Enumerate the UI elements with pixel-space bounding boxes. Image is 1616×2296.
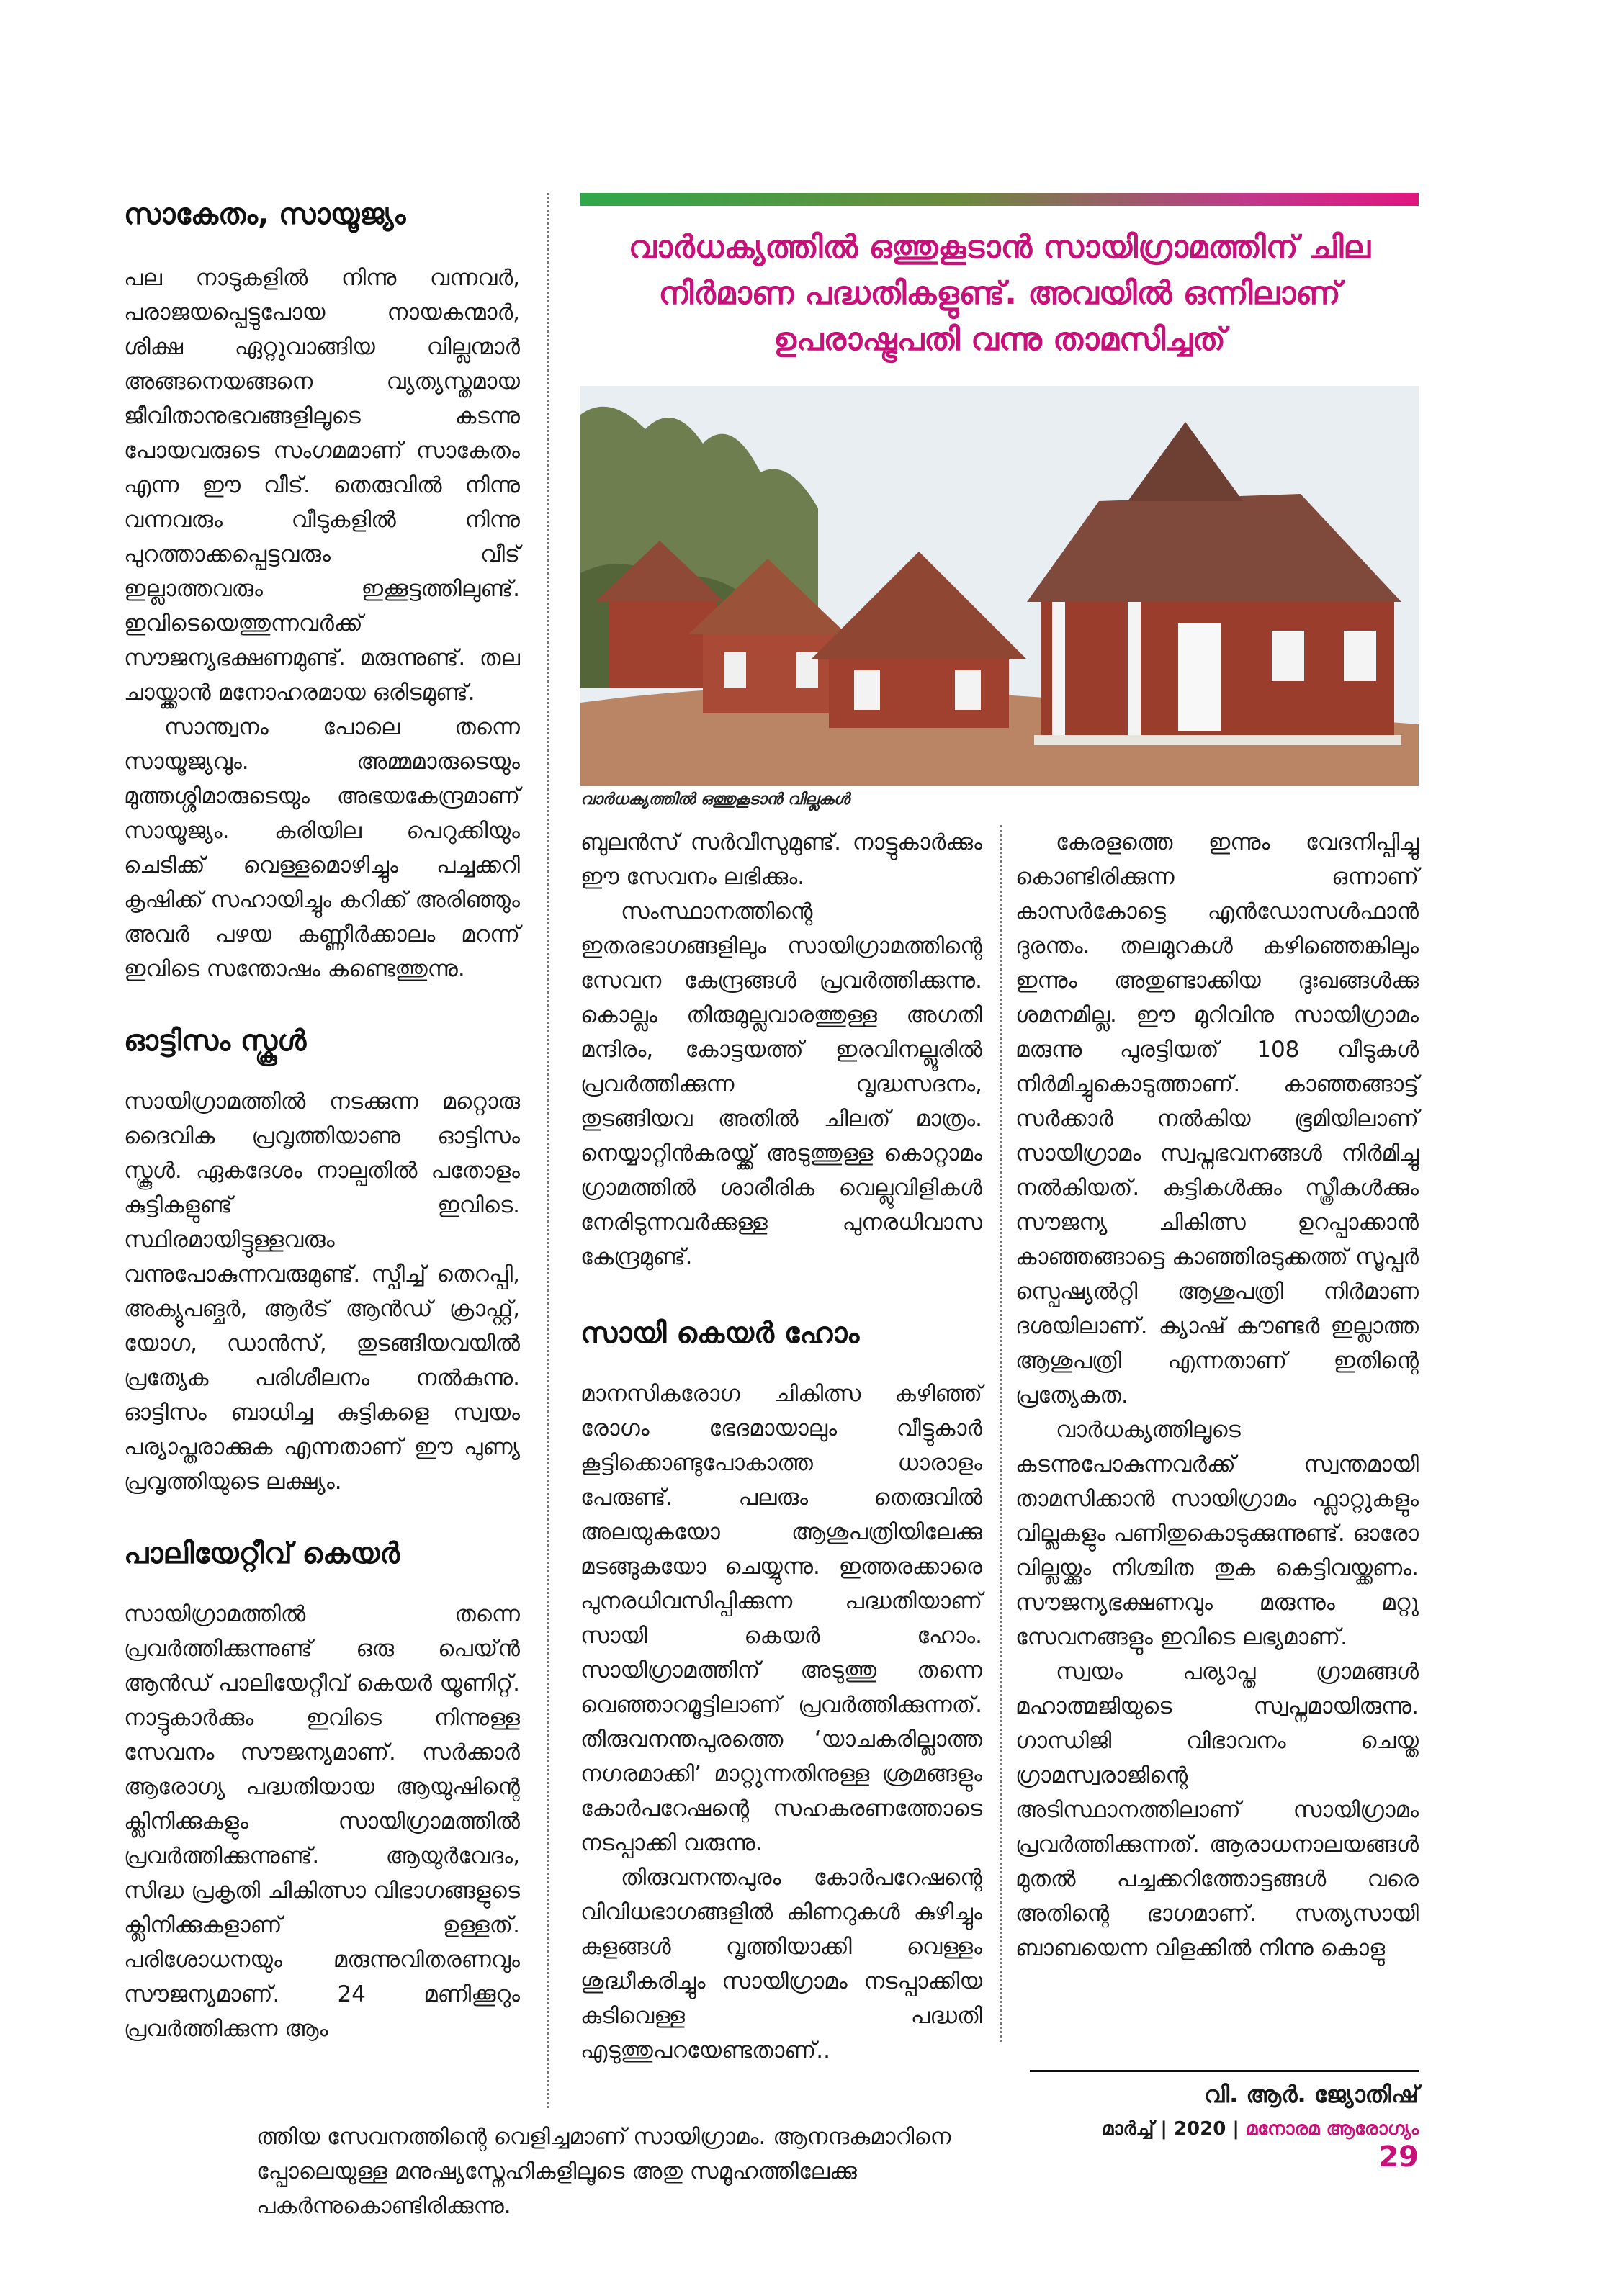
pull-quote-headline [580, 206, 1419, 386]
right-column [1015, 825, 1419, 1966]
headline-line: നിർമാണ പദ്ധതികളുണ്ട്. അവയിൽ ഒന്നിലാണ് [658, 275, 1341, 312]
paragraph: പല നാടുകളിൽ നിന്നു വന്നവർ, പരാജയപ്പെട്ടുപോയ നായകന്മാർ, ശിക്ഷ ഏറ്റുവാങ്ങിയ വില്ലന്മാർ അങ്ങനെയങ്ങനെ വ്യത്യസ്തമായ ജീവിതാനുഭവങ്ങളിലൂടെ കടന്നു പോയവരുടെ സംഗമമാണ് സാകേതം എന്ന ഈ വീട്. തെരുവിൽ നിന്നു വന്നവരും വീടുകളിൽ നിന്നു പുറത്താക്കപ്പെട്ടവരും വീട് ഇല്ലാത്തവരും ഇക്കൂട്ടത്തിലുണ്ട്. ഇവിടെയെത്തുന്നവർക്ക് സൗജന്യഭക്ഷണമുണ്ട്. മരുന്നുണ്ട്. തല ചായ്ക്കാൻ മനോഹരമായ ഒരിടമുണ്ട്. [124, 265, 520, 706]
paragraph: മാനസികരോഗ ചികിത്സ കഴിഞ്ഞ് രോഗം ഭേദമായാലും വീട്ടുകാർ കൂട്ടിക്കൊണ്ടുപോകാത്ത ധാരാളം പേരുണ്ട്. പലരും തെരുവിൽ അലയുകയോ ആശുപത്രിയിലേക്കു മടങ്ങുകയോ ചെയ്യുന്നു. ഇത്തരക്കാരെ പുനരധിവസിപ്പിക്കുന്ന പദ്ധതിയാണ് സായി കെയർ ഹോം. സായിഗ്രാമത്തിന് അടുത്തു തന്നെ വെഞ്ഞാറമൂട്ടിലാണ് പ്രവർത്തിക്കുന്നത്. തിരുവനന്തപുരത്തെ ‘യാചകരില്ലാത്ത നഗരമാക്കി’ മാറ്റുന്നതിനുള്ള ശ്രമങ്ങളും കോർപറേഷന്റെ സഹകരണത്തോടെ നടപ്പാക്കി വരുന്നു. [580, 1381, 982, 1856]
paragraph: വാർധക്യത്തിലൂടെ കടന്നുപോകുന്നവർക്ക് സ്വന്തമായി താമസിക്കാൻ സായിഗ്രാമം ഫ്ലാറ്റുകളും വില്ലകളും പണിതുകൊടുക്കുന്നുണ്ട്. ഓരോ വില്ലയ്ക്കും നിശ്ചിത തുക കെട്ടിവയ്ക്കണം. സൗജന്യഭക്ഷണവും മരുന്നും മറ്റു സേവനങ്ങളും ഇവിടെ ലഭ്യമാണ്. [1015, 1417, 1419, 1650]
photo-caption: വാർധക്യത്തിൽ ഒത്തുകൂടാൻ വില്ലകൾ [580, 791, 850, 809]
villa-door [1178, 623, 1221, 731]
villas-illustration [580, 386, 1419, 786]
villa-window [724, 652, 746, 688]
paragraph: തിരുവനന്തപുരം കോർപറേഷന്റെ വിവിധഭാഗങ്ങളിൽ കിണറുകൾ കുഴിച്ചും കുളങ്ങൾ വൃത്തിയാക്കി വെള്ളം ശുദ്ധീകരിച്ചും സായിഗ്രാമം നടപ്പാക്കിയ കുടിവെള്ള പദ്ധതി എടുത്തുപറയേണ്ടതാണ്.. [580, 1865, 982, 2063]
villa-window [1344, 631, 1376, 681]
paragraph: സാന്ത്വനം പോലെ തന്നെ സായൂജ്യവും. അമ്മമാരുടെയും മുത്തശ്ശിമാരുടെയും അഭയകേന്ദ്രമാണ് സായൂജ്യം. കരിയില പെറുക്കിയും ചെടിക്ക് വെള്ളമൊഴിച്ചും പച്ചക്കറി കൃഷിക്ക് സഹായിച്ചും കറിക്ക് അരിഞ്ഞും അവർ പഴയ കണ്ണീർക്കാലം മറന്ന് ഇവിടെ സന്തോഷം കണ്ടെത്തുന്നു. [124, 714, 520, 982]
paragraph: സായിഗ്രാമത്തിൽ നടക്കുന്ന മറ്റൊരു ദൈവിക പ്രവൃത്തിയാണു ഓട്ടിസം സ്കൂൾ. ഏകദേശം നാല്പതിൽ പതോളം കുട്ടികളുണ്ട് ഇവിടെ. സ്ഥിരമായിട്ടുള്ളവരും വന്നുപോകുന്നവരുമുണ്ട്. സ്പീച്ച് തെറപ്പി, അക്യുപങ്ചർ, ആർട് ആൻഡ് ക്രാഫ്റ്റ്, യോഗ, ഡാൻസ്, തുടങ്ങിയവയിൽ പ്രത്യേക പരിശീലനം നൽകുന്നു. ഓട്ടിസം ബാധിച്ച കുട്ടികളെ സ്വയം പര്യാപ്തരാക്കുക എന്നതാണ് ഈ പുണ്യ പ്രവൃത്തിയുടെ ലക്ഷ്യം. [124, 1089, 520, 1495]
left-column [124, 193, 520, 2046]
byline-rule [1030, 2070, 1419, 2072]
villa-plinth [1034, 735, 1401, 745]
headline-line: വാർധക്യത്തിൽ ഒത്തുകൂടാൻ സായിഗ്രാമത്തിന് ചില [628, 229, 1371, 266]
middle-column [580, 825, 982, 2068]
paragraph: സായിഗ്രാമത്തിൽ തന്നെ പ്രവർത്തിക്കുന്നുണ്ട് ഒരു പെയ്ൻ ആൻഡ് പാലിയേറ്റീവ് കെയർ യൂണിറ്റ്. നാട്ടുകാർക്കും ഇവിടെ നിന്നുള്ള സേവനം സൗജന്യമാണ്. സർക്കാർ ആരോഗ്യ പദ്ധതിയായ ആയുഷിന്റെ ക്ലിനിക്കുകളും സായിഗ്രാമത്തിൽ പ്രവർത്തിക്കുന്നുണ്ട്. ആയുർവേദം, സിദ്ധ പ്രകൃതി ചികിത്സാ വിഭാഗങ്ങളുടെ ക്ലിനിക്കുകളാണ് ഉള്ളത്. പരിശോധനയും മരുന്നുവിതരണവും സൗജന്യമാണ്. 24 മണിക്കൂറും പ്രവർത്തിക്കുന്ന ആം [124, 1601, 520, 2042]
section-heading-autism-school: ഓട്ടിസം സ്കൂൾ [124, 1025, 307, 1058]
footer-line: ത്തിയ സേവനത്തിന്റെ വെളിച്ചമാണ് സായിഗ്രാമം. ആനന്ദകുമാറിനെ [256, 2124, 951, 2150]
section-heading-saketham: സാകേതം, സായൂജ്യം [124, 198, 406, 231]
page-number: 29 [1378, 2140, 1419, 2174]
column-divider [547, 193, 549, 2108]
villa-window [1272, 631, 1304, 681]
folio-separator: | [1160, 2118, 1167, 2140]
footer-line: പകർന്നുകൊണ്ടിരിക്കുന്നു. [256, 2193, 511, 2219]
headline-gradient-bar [580, 193, 1419, 206]
section-heading-sai-care-home: സായി കെയർ ഹോം [580, 1317, 860, 1350]
folio-separator: | [1232, 2118, 1239, 2140]
villa-pillar [1128, 602, 1141, 735]
page-folio [1059, 2118, 1419, 2174]
paragraph: ബുലൻസ് സർവീസുമുണ്ട്. നാട്ടുകാർക്കും ഈ സേവനം ലഭിക്കും. [580, 829, 982, 890]
villa-window [854, 670, 880, 710]
column-divider [1000, 825, 1002, 2042]
footer-continuation-text [256, 2120, 1013, 2223]
villa-window [955, 670, 981, 710]
section-heading-palliative-care: പാലിയേറ്റീവ് കെയർ [124, 1537, 400, 1570]
paragraph: സ്വയം പര്യാപ്ത ഗ്രാമങ്ങൾ മഹാത്മജിയുടെ സ്വപ്നമായിരുന്നു. ഗാന്ധിജി വിഭാവനം ചെയ്ത ഗ്രാമസ്വരാജിന്റെ അടിസ്ഥാനത്തിലാണ് സായിഗ്രാമം പ്രവർത്തിക്കുന്നത്. ആരാധനാലയങ്ങൾ മുതൽ പച്ചക്കറിത്തോട്ടങ്ങൾ വരെ അതിന്റെ ഭാഗമാണ്. സത്യസായി ബാബയെന്ന വിളക്കിൽ നിന്നു കൊളു [1015, 1659, 1419, 1961]
footer-line: പ്പോലെയുള്ള മനുഷ്യസ്നേഹികളിലൂടെ അതു സമൂഹത്തിലേക്കു [256, 2158, 857, 2184]
folio-month: മാർച്ച് [1102, 2118, 1154, 2140]
villa-pillar [1052, 602, 1065, 735]
villa-wall [609, 602, 717, 688]
villas-photo [580, 386, 1419, 786]
folio-magazine-name: മനോരമ ആരോഗ്യം [1245, 2118, 1419, 2140]
paragraph: കേരളത്തെ ഇന്നും വേദനിപ്പിച്ചു കൊണ്ടിരിക്കുന്ന ഒന്നാണ് കാസർകോട്ടെ എൻഡോസൾഫാൻ ദുരന്തം. തലമുറകൾ കഴിഞ്ഞെങ്കിലും ഇന്നും അതുണ്ടാക്കിയ ദുഃഖങ്ങൾക്കു ശമനമില്ല. ഈ മുറിവിനു സായിഗ്രാമം മരുന്നു പുരട്ടിയത് 108 വീടുകൾ നിർമിച്ചുകൊടുത്താണ്. കാഞ്ഞങ്ങാട്ട് സർക്കാർ നൽകിയ ഭൂമിയിലാണ് സായിഗ്രാമം സ്വപ്നഭവനങ്ങൾ നിർമിച്ചു നൽകിയത്. കുട്ടികൾക്കും സ്ത്രീകൾക്കും സൗജന്യ ചികിത്സ ഉറപ്പാക്കാൻ കാഞ്ഞങ്ങാട്ടെ കാഞ്ഞിരടുക്കത്ത് സൂപ്പർ സ്പെഷ്യൽറ്റി ആശുപത്രി നിർമാണ ദശയിലാണ്. ക്യാഷ് കൗണ്ടർ ഇല്ലാത്ത ആശുപത്രി എന്നതാണ് ഇതിന്റെ പ്രത്യേകത. [1015, 829, 1419, 1408]
headline-line: ഉപരാഷ്ട്രപതി വന്നു താമസിച്ചത് [773, 321, 1226, 358]
folio-year: 2020 [1173, 2118, 1226, 2140]
paragraph: സംസ്ഥാനത്തിന്റെ ഇതരഭാഗങ്ങളിലും സായിഗ്രാമത്തിന്റെ സേവന കേന്ദ്രങ്ങൾ പ്രവർത്തിക്കുന്നു. കൊല്ലം തിരുമുല്ലവാരത്തുള്ള അഗതി മന്ദിരം, കോട്ടയത്ത് ഇരവിനല്ലൂരിൽ പ്രവർത്തിക്കുന്ന വൃദ്ധസദനം, തുടങ്ങിയവ അതിൽ ചിലത് മാത്രം. നെയ്യാറ്റിൻകരയ്ക്ക് അടുത്തുള്ള കൊറ്റാമം ഗ്രാമത്തിൽ ശാരീരിക വെല്ലുവിളികൾ നേരിടുന്നവർക്കുള്ള പുനരധിവാസ കേന്ദ്രമുണ്ട്. [580, 899, 982, 1270]
villa-wall [703, 634, 840, 713]
author-byline: വി. ആർ. ജ്യോതിഷ് [1204, 2081, 1419, 2108]
